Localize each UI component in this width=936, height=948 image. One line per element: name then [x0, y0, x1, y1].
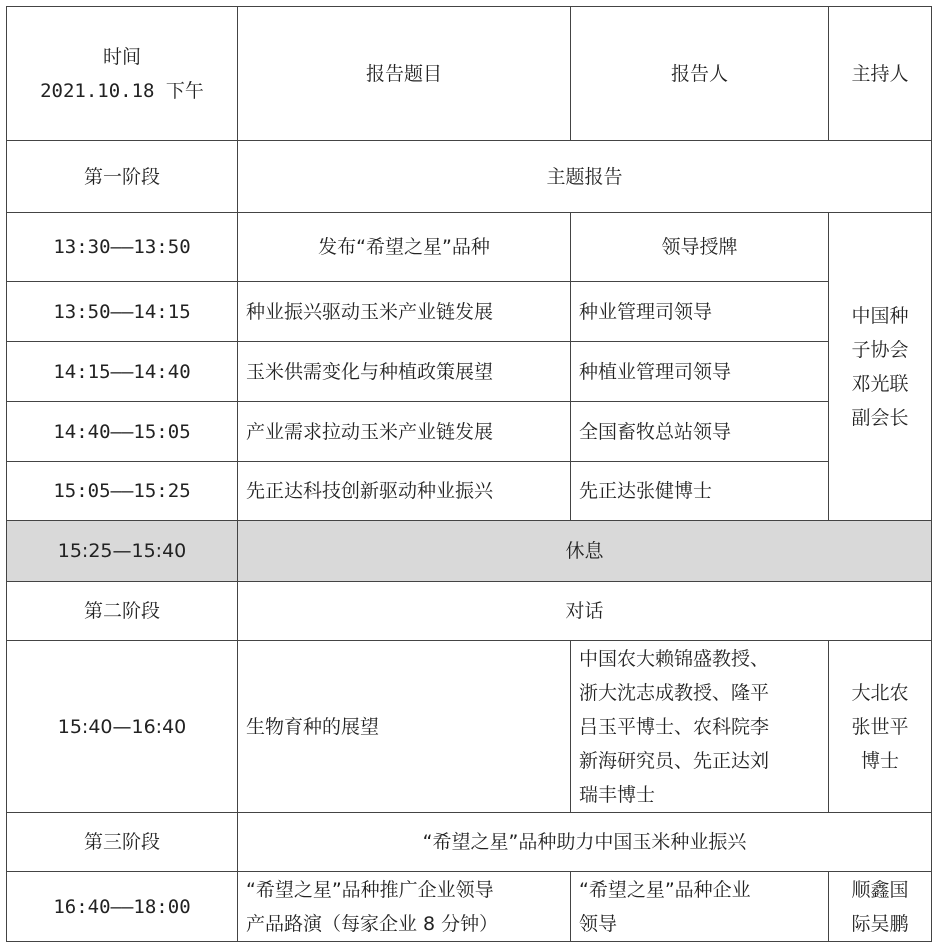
stage3-title: “希望之星”品种助力中国玉米种业振兴 [238, 813, 932, 872]
session-topic: 先正达科技创新驱动种业振兴 [238, 462, 571, 521]
session-topic: 发布“希望之星”品种 [238, 213, 571, 282]
session-speaker: 种植业管理司领导 [571, 342, 829, 402]
session-time: 15:05——15:25 [7, 462, 238, 521]
stage3-label: 第三阶段 [7, 813, 238, 872]
session-speaker: 领导授牌 [571, 213, 829, 282]
header-speaker: 报告人 [571, 7, 829, 141]
session-speaker: 先正达张健博士 [571, 462, 829, 521]
stage1-label: 第一阶段 [7, 141, 238, 213]
session-topic: 生物育种的展望 [238, 641, 571, 813]
speaker-line: 中国农大赖锦盛教授、 [579, 647, 770, 670]
schedule-table [6, 6, 932, 942]
speaker-line: “希望之星”品种企业 [579, 878, 751, 901]
topic-line: “希望之星”品种推广企业领导 [246, 878, 494, 901]
header-host: 主持人 [829, 7, 932, 141]
stage3-host [829, 872, 932, 942]
host-line: 顺鑫国 [851, 878, 909, 901]
speaker-line: 领导 [579, 912, 618, 935]
session-row [7, 213, 932, 282]
stage1-host [829, 213, 932, 521]
session-speaker [571, 641, 829, 813]
host-line: 副会长 [851, 406, 909, 429]
stage2-row [7, 582, 932, 641]
stage3-row [7, 813, 932, 872]
session-time: 13:30——13:50 [7, 213, 238, 282]
session-row [7, 641, 932, 813]
speaker-line: 新海研究员、先正达刘 [579, 749, 770, 772]
host-line: 博士 [860, 749, 899, 772]
stage1-row [7, 141, 932, 213]
speaker-line: 瑞丰博士 [579, 783, 656, 806]
header-row [7, 7, 932, 141]
stage2-label: 第二阶段 [7, 582, 238, 641]
stage2-host [829, 641, 932, 813]
session-speaker [571, 872, 829, 942]
break-row [7, 521, 932, 582]
break-time: 15:25—15:40 [7, 521, 238, 582]
host-line: 大北农 [851, 681, 909, 704]
header-time-cell [7, 7, 238, 141]
host-line: 际吴鹏 [851, 912, 909, 935]
session-time: 14:15——14:40 [7, 342, 238, 402]
session-row [7, 462, 932, 521]
session-row [7, 282, 932, 342]
host-line: 中国种 [851, 304, 909, 327]
session-speaker: 全国畜牧总站领导 [571, 402, 829, 462]
session-topic: 产业需求拉动玉米产业链发展 [238, 402, 571, 462]
session-time: 14:40——15:05 [7, 402, 238, 462]
host-line: 子协会 [851, 338, 909, 361]
topic-line: 产品路演（每家企业 8 分钟） [246, 912, 499, 935]
speaker-line: 吕玉平博士、农科院李 [579, 715, 770, 738]
session-time: 15:40—16:40 [7, 641, 238, 813]
stage2-title: 对话 [238, 582, 932, 641]
session-time: 16:40——18:00 [7, 872, 238, 942]
header-topic: 报告题目 [238, 7, 571, 141]
session-topic: 种业振兴驱动玉米产业链发展 [238, 282, 571, 342]
host-line: 邓光联 [851, 372, 909, 395]
session-topic [238, 872, 571, 942]
stage1-title: 主题报告 [238, 141, 932, 213]
break-label: 休息 [238, 521, 932, 582]
session-time: 13:50——14:15 [7, 282, 238, 342]
header-date: 2021.10.18 下午 [40, 79, 204, 102]
session-row [7, 872, 932, 942]
session-topic: 玉米供需变化与种植政策展望 [238, 342, 571, 402]
session-row [7, 342, 932, 402]
host-line: 张世平 [851, 715, 909, 738]
header-time-label: 时间 [102, 45, 141, 68]
session-row [7, 402, 932, 462]
speaker-line: 浙大沈志成教授、隆平 [579, 681, 770, 704]
session-speaker: 种业管理司领导 [571, 282, 829, 342]
